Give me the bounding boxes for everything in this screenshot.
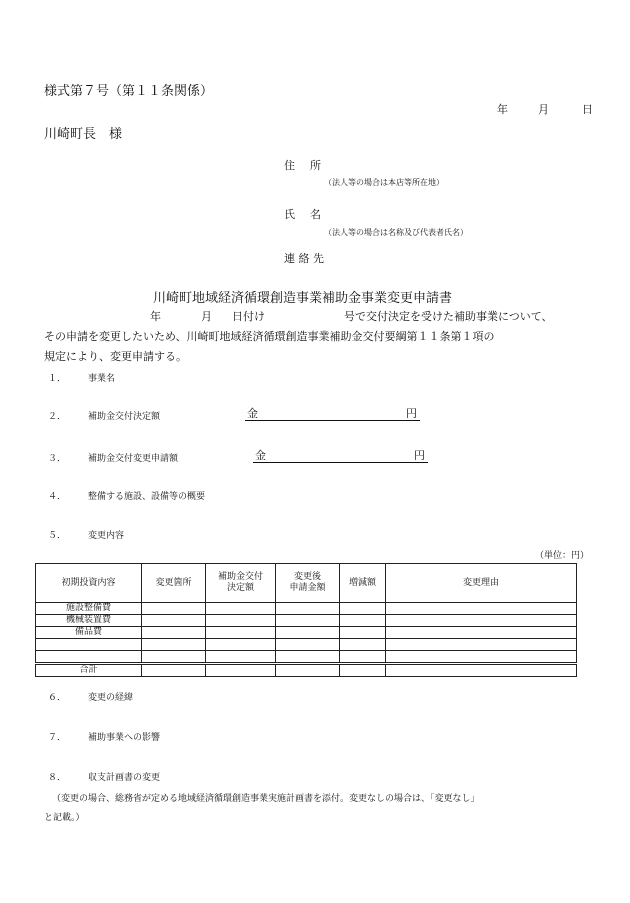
address-label: 住 所 (284, 159, 323, 172)
cell[interactable] (276, 664, 340, 677)
item7-label: 補助事業への影響 (88, 733, 161, 743)
item6-label: 変更の経緯 (88, 693, 134, 703)
header-difference: 増減額 (340, 564, 386, 603)
cell[interactable] (142, 603, 206, 615)
address-note: （法人等の場合は本店等所在地） (324, 178, 444, 187)
cell[interactable] (340, 627, 386, 639)
date-year: 年 (497, 103, 508, 116)
cell[interactable] (142, 615, 206, 627)
change-table (35, 563, 577, 677)
item4-label: 整備する施設、設備等の概要 (88, 492, 206, 502)
cell[interactable] (142, 639, 206, 651)
cell[interactable] (276, 627, 340, 639)
footnote-line1: （変更の場合、総務省が定める地域経済循環創造事業実施計画書を添付。変更なしの場合は、「変更なし」 (52, 794, 480, 804)
table-header-row (36, 564, 577, 603)
cell[interactable] (276, 639, 340, 651)
item7-number: ７． (48, 733, 67, 743)
cell[interactable] (142, 627, 206, 639)
footnote-line2: と記載。） (44, 813, 85, 823)
table-row (36, 615, 577, 627)
header-investment: 初期投資内容 (36, 564, 142, 603)
header-reason: 変更理由 (386, 564, 577, 603)
cell[interactable] (386, 615, 577, 627)
contact-label: 連 絡 先 (284, 252, 324, 265)
cell[interactable] (276, 603, 340, 615)
item8-number: ８． (48, 773, 67, 783)
row-label: 備品費 (36, 627, 142, 639)
body-line2: その申請を変更したいため、川崎町地域経済循環創造事業補助金交付要綱第１１条第１項の (44, 330, 495, 343)
date-month: 月 (538, 103, 549, 116)
item1-number: １． (48, 374, 67, 384)
cell[interactable] (206, 615, 276, 627)
unit-label: （単位：円） (535, 551, 590, 561)
cell[interactable] (206, 627, 276, 639)
table-row (36, 639, 577, 651)
row-label: 施設整備費 (36, 603, 142, 615)
cell[interactable] (142, 651, 206, 664)
body-month: 月 (201, 310, 212, 323)
item5-label: 変更内容 (88, 531, 125, 541)
cell[interactable] (276, 615, 340, 627)
name-note: （法人等の場合は名称及び代表者氏名） (324, 228, 468, 237)
item5-number: ５． (48, 531, 67, 541)
document-title: 川崎町地域経済循環創造事業補助金事業変更申請書 (153, 291, 453, 306)
total-label: 合計 (36, 664, 142, 677)
cell[interactable] (206, 603, 276, 615)
cell[interactable] (340, 651, 386, 664)
cell[interactable] (142, 664, 206, 677)
cell[interactable] (340, 664, 386, 677)
cell[interactable] (386, 664, 577, 677)
header-decided-amount: 補助金交付 決定額 (206, 564, 276, 603)
item6-number: ６． (48, 693, 67, 703)
item3-number: ３． (48, 454, 67, 464)
item3-suffix: 円 (414, 449, 425, 462)
cell[interactable] (206, 639, 276, 651)
item3-label: 補助金交付変更申請額 (88, 454, 179, 464)
item2-amount-line (245, 406, 420, 421)
item8-label: 収支計画書の変更 (88, 773, 161, 783)
header-change-point: 変更箇所 (142, 564, 206, 603)
body-line3: 規定により、変更申請する。 (44, 350, 187, 363)
cell[interactable] (340, 639, 386, 651)
item2-prefix: 金 (247, 407, 258, 420)
row-label (36, 651, 142, 664)
cell[interactable] (340, 615, 386, 627)
cell[interactable] (386, 651, 577, 664)
item2-label: 補助金交付決定額 (88, 412, 161, 422)
item1-label: 事業名 (88, 374, 116, 384)
table-total-row (36, 664, 577, 677)
cell[interactable] (386, 639, 577, 651)
cell[interactable] (206, 664, 276, 677)
body-dated: 日付け (232, 310, 265, 323)
item4-number: ４． (48, 492, 67, 502)
date-day: 日 (582, 103, 593, 116)
body-year: 年 (150, 310, 161, 323)
item3-amount-line (253, 448, 428, 463)
row-label: 機械装置費 (36, 615, 142, 627)
addressee: 川崎町長 様 (44, 127, 123, 142)
table-row (36, 627, 577, 639)
cell[interactable] (206, 651, 276, 664)
name-label: 氏 名 (284, 208, 323, 221)
cell[interactable] (340, 603, 386, 615)
item2-suffix: 円 (406, 407, 417, 420)
form-number: 様式第７号（第１１条関係） (44, 84, 214, 99)
cell[interactable] (386, 627, 577, 639)
item2-number: ２． (48, 412, 67, 422)
table-row (36, 651, 577, 664)
item3-prefix: 金 (255, 449, 266, 462)
header-new-amount: 変更後 申請金額 (276, 564, 340, 603)
row-label (36, 639, 142, 651)
cell[interactable] (386, 603, 577, 615)
body-line1-rest: 号で交付決定を受けた補助事業について、 (344, 310, 553, 323)
cell[interactable] (276, 651, 340, 664)
table-row (36, 603, 577, 615)
